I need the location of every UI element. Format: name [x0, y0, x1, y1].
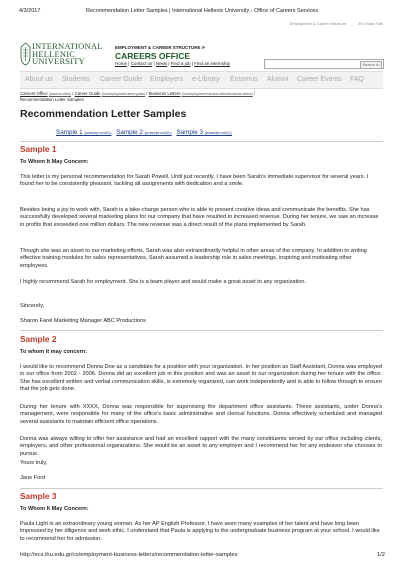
print-page-title: Recommendation Letter Samples | International Hellenic University - Office of Careers Services: [86, 8, 319, 14]
sample-1-signature: Sharon Farel Marketing Manager ABC Productions: [20, 318, 146, 324]
sample-1-closing: Sincerely,: [20, 303, 45, 309]
sample-1-paragraph-4: I highly recommend Sarah for employment. She is a team player and would make a great asset to any organization.: [20, 279, 307, 285]
sample-links: [56, 129, 235, 136]
careers-office-title[interactable]: CAREERS OFFICE: [115, 51, 191, 61]
breadcrumb-current: Recommendation Letter Samples: [20, 97, 84, 102]
find-a-job-link[interactable]: Find a job: [170, 61, 191, 66]
sample-1-salutation: To Whom It May Concern:: [20, 159, 89, 165]
sample-2-salutation: To whom it may concern:: [20, 349, 88, 355]
sample-2-paragraph-1: I would like to recommend Donna Doe as a candidate for a position with your organization. In her position as Staff Assistant, Donna was employed in our office from 2002 - 2006. Donna did an excellent job in this position and was an asset to our organization during her tenure with the office. She has excellent written and verbal communication skills, is extremely organized, can work independently and is able to follow through to ensure that the job gets done.: [20, 364, 382, 392]
section-divider: [20, 488, 383, 489]
sample-1-link[interactable]: Sample 1 (javascript:void(0);): [56, 129, 112, 136]
contact-us-link[interactable]: Contact us: [130, 61, 153, 66]
page-title: Recommendation Letter Samples: [20, 108, 187, 120]
sample-3-paragraph-1: Paula Light is an extraordinary young woman. As her AP English Professor, I have seen many examples of her talent and have long been impressed by her diligence and work ethic. I understand that Paula is applying to the undergraduate business program at your school. I would like to recommend her for admission.: [20, 521, 380, 542]
section-divider: [20, 330, 383, 331]
main-nav: [20, 71, 383, 89]
university-logo[interactable]: [20, 42, 110, 68]
sample-1-paragraph-1: This letter is my personal recommendation for Sarah Powell. Until just recently, I have been Sarah's immediate supervisor for several years. I found her to be consistently pleasant, tackling all assignments with dedication and a smile.: [20, 174, 369, 188]
nav-employers[interactable]: Employers: [150, 76, 184, 83]
sample-1-paragraph-3: Though she was an asset to our marketing efforts, Sarah was also extraordinarily helpful in other areas of the company. In addition to writing effective training modules for sales representatives, Sarah assumed a leadership role in sales meetings, inspiring and motivating other employees.: [20, 248, 367, 269]
nav-faq[interactable]: FAQ: [350, 76, 365, 83]
breadcrumb: Careers Office (/careers-office) / Career Guide (/co/employment/career-guide) / Business Letters (/co/employment/business-letters/business-letters) / Recommendation Letter Samples: [20, 91, 256, 102]
breadcrumb-careers-office[interactable]: Careers Office: [20, 91, 48, 96]
sample-1-title: Sample 1: [20, 144, 57, 154]
search-button[interactable]: Search th: [360, 61, 382, 70]
breadcrumb-business-letters[interactable]: Business Letters: [148, 91, 181, 96]
nav-about-us[interactable]: About us: [25, 76, 53, 83]
top-nav-employment-link[interactable]: Employment & Career Structure: [289, 21, 347, 26]
nav-students[interactable]: Students: [62, 76, 90, 83]
refresh-icon: ⟳: [201, 45, 206, 50]
sample-2-closing: Yours truly,: [20, 460, 48, 466]
home-link[interactable]: Home: [115, 61, 128, 66]
print-page-number: 1/2: [376, 552, 385, 558]
nav-e-library[interactable]: e-Library: [192, 76, 220, 83]
sample-2-paragraph-3: Donna was always willing to offer her assistance and had an excellent rapport with the many constituents served by our office including clients, employers, and other professional organizations. She would be an asset to any employer and I recommend her for any endeavor she chooses to pursue.: [20, 436, 382, 457]
section-divider: [20, 141, 383, 142]
university-name: INTERNATIONAL HELLENIC UNIVERSITY: [32, 41, 103, 67]
sample-2-paragraph-2: During her tenure with XXXX, Donna was responsible for supervising the department office assistants. These assistants, under Donna's management, were responsible for many of the office's basic administrative and clerical functions. Donna effectively scheduled and managed several assistants to maintain efficient office operations.: [20, 404, 382, 425]
sample-2-signature: Jane Ford: [20, 475, 46, 481]
nav-erasmus[interactable]: Erasmus: [230, 76, 258, 83]
sample-2-link[interactable]: Sample 2 (javascript:void(0);): [116, 129, 172, 136]
sample-1-paragraph-2: Besides being a joy to work with, Sarah is a take-charge person who is able to present creative ideas and communicate the benefits. She has successfully developed several marketing plans for our company that have resulted in increased revenue. During her tenure, we saw an increase in profits that exceeded one million dollars. The new revenue was a direct result of the plans implemented by Sarah.: [20, 207, 379, 228]
sample-2-title: Sample 2: [20, 334, 57, 344]
nav-career-events[interactable]: Career Events: [297, 76, 342, 83]
nav-alumni[interactable]: Alumni: [267, 76, 289, 83]
print-url: http://ecs.ihu.edu.gr/co/employment-business-letters/recommendation-letter-samples: [20, 552, 238, 558]
top-nav: [290, 21, 383, 26]
print-date: 4/3/2017: [19, 8, 41, 14]
breadcrumb-career-guide[interactable]: Career Guide: [74, 91, 101, 96]
sample-3-salutation: To Whom It May Concern:: [20, 506, 89, 512]
crest-icon: [20, 42, 31, 66]
sample-3-link[interactable]: Sample 3 (javascript:void(0);): [176, 129, 232, 136]
top-nav-ihu-link[interactable]: IHU Main Site: [358, 21, 383, 26]
search-box[interactable]: [264, 59, 384, 69]
structure-label[interactable]: EMPLOYMENT & CAREER STRUCTURE ⟳: [115, 45, 206, 50]
find-an-internship-link[interactable]: Find an internship: [194, 61, 231, 66]
header-links: Home | Contact us | News | Find a job | Find an internship: [115, 61, 231, 66]
nav-career-guide[interactable]: Career Guide: [100, 76, 143, 83]
sample-3-title: Sample 3: [20, 491, 57, 501]
news-link[interactable]: News: [155, 61, 168, 66]
